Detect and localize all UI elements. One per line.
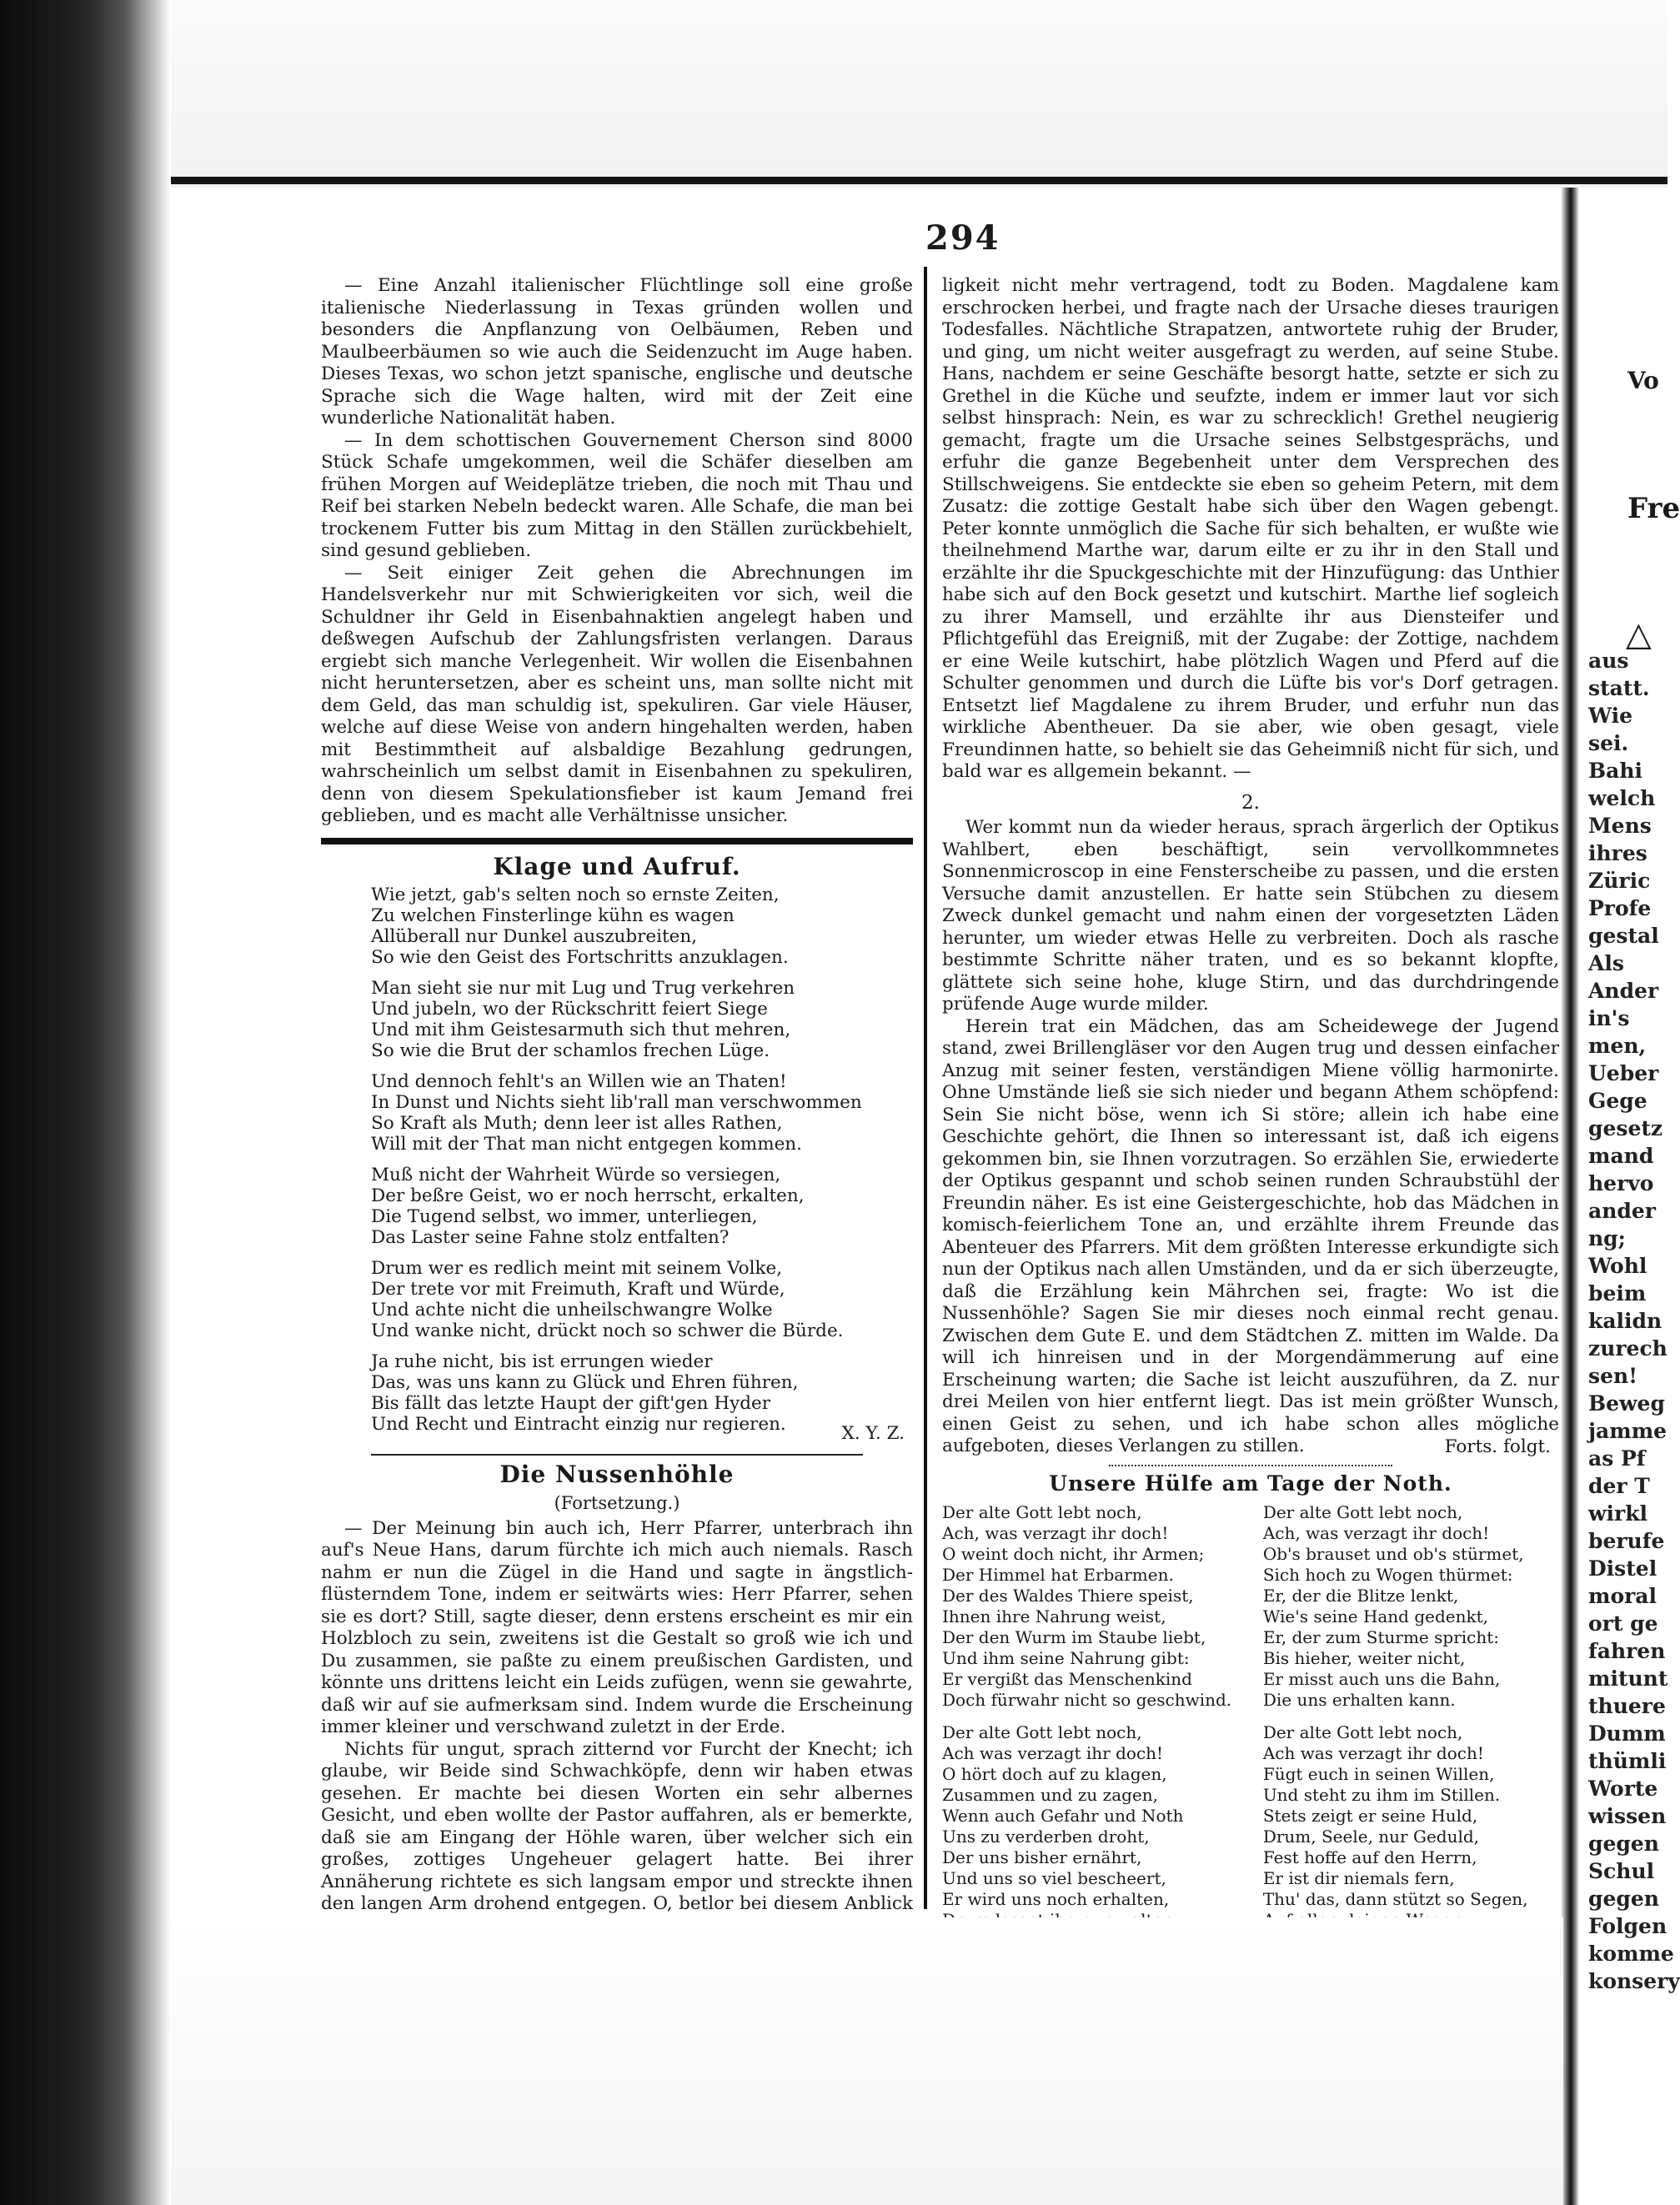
poem-column-left [942, 1502, 1238, 1955]
book-spine-shadow [0, 0, 171, 2205]
poem-line: Er wird uns noch erhalten, [942, 1888, 1170, 1909]
next-page-fragment: sen! [1588, 1364, 1638, 1388]
story-subtitle: (Fortsetzung.) [554, 1493, 680, 1513]
next-page-fragment: berufe [1588, 1529, 1665, 1553]
next-page-fragment: Profe [1588, 896, 1652, 920]
poem-line: Der uns bisher ernährt, [942, 1847, 1142, 1867]
column-divider [924, 267, 927, 1909]
page-top-border [171, 177, 1667, 184]
poem-signature: X. Y. Z. [841, 1423, 905, 1444]
page-gutter [1561, 188, 1579, 2205]
story-paragraph: — Der Meinung bin auch ich, Herr Pfarrer, unterbrach ihn auf's Neue Hans, darum fürchte ich mich auch niemals. Rasch nahm er nun die Zügel in die Hand und sagte in ängstlich-flüsterndem Tone, indem er seitwärts wies: Herr Pfarrer, sehen sie es dort? Still, sagte dieser, denn erstens erscheint es mir ein Holzbloch zu sein, zweitens ist die Gestalt so groß wie ich und Du zusammen, sie paßte zu einem preußischen Gardisten, und könnte uns drittens leicht ein Leids zufügen, wenn sie gewahrte, daß wir auf sie aufmerksam sind. Indem wurde die Erscheinung immer kleiner und verschwand zuletzt in der Erde. [321, 1517, 913, 1737]
section-rule [321, 838, 913, 844]
poem-line: Und wanke nicht, drückt noch so schwer die Bürde. [371, 1320, 844, 1341]
poem-line: Und jubeln, wo der Rückschritt feiert Siege [371, 999, 768, 1020]
poem-klage [371, 885, 913, 1435]
poem-line: Drum, Seele, nur Geduld, [1262, 1826, 1480, 1847]
next-page-fragment: konsery [1588, 1969, 1680, 1993]
news-paragraph: — In dem schottischen Gouvernement Cherson sind 8000 Stück Schafe umgekommen, weil die Schäfer dieselben am frühen Morgen auf Weideplätze trieben, die noch mit Thau und Reif bei starken Nebeln bedeckt waren. Alle Schafe, die man bei trockenem Futter bis zum Mittag in den Ställen zurückbehielt, sind gesund geblieben. [321, 429, 913, 561]
triangle-icon: △ [1626, 615, 1652, 654]
next-page-fragment: mitunt [1588, 1666, 1668, 1691]
next-page-fragment: men, [1588, 1034, 1647, 1058]
poem-line: Der trete vor mit Freimuth, Kraft und Würde, [371, 1279, 785, 1300]
poem-line: Ihnen ihre Nahrung weist, [942, 1606, 1166, 1626]
poem-line: Er ist dir niemals fern, [1262, 1867, 1455, 1888]
poem-line: Die Tugend selbst, wo immer, unterliegen, [371, 1206, 758, 1227]
next-page-fragment: fahren [1588, 1639, 1666, 1663]
next-page-fragment: Ander [1588, 979, 1659, 1003]
poem-line: Der alte Gott lebt noch, [1262, 1721, 1463, 1742]
poem-line: Bis hieher, weiter nicht, [1262, 1647, 1466, 1668]
poem-line: Ob's brauset und ob's stürmet, [1262, 1543, 1524, 1564]
next-page-fragment: der T [1588, 1474, 1650, 1498]
poem-stanza [371, 978, 913, 1061]
scan-margin-bottom [171, 1917, 1563, 2205]
poem-line: O weint doch nicht, ihr Armen; [942, 1543, 1205, 1564]
poem-stanza [371, 1258, 913, 1341]
next-page-fragment: Gege [1588, 1089, 1647, 1113]
poem-line: Er, der zum Sturme spricht: [1262, 1626, 1500, 1647]
next-page-title-fragment: Fre [1627, 492, 1680, 525]
poem-line: Das Laster seine Fahne stolz entfalten? [371, 1227, 730, 1248]
continuation-note: Forts. folgt. [1444, 1436, 1551, 1457]
next-page-fragment: jamme [1588, 1419, 1667, 1443]
next-page-fragment: Bahi [1588, 759, 1643, 783]
poem-line: Man sieht sie nur mit Lug und Trug verkehren [371, 978, 795, 999]
section-rule [1109, 1465, 1392, 1466]
story-continuation: ligkeit nicht mehr vertragend, todt zu Boden. Magdalene kam erschrocken herbei, und fragte nach der Ursache dieses traurigen Todesfalles. Nächtliche Strapatzen, antwortete ruhig der Bruder, und ging, um nicht weiter ausgefragt zu werden, auf seine Stube. Hans, nachdem er seine Geschäfte besorgt hatte, setzte er sich zu Grethel in die Küche und seufzte, indem er immer laut vor sich selbst hinsprach: Nein, es war zu schrecklich! Grethel neugierig gemacht, fragte um die Ursache seines Selbstgesprächs, und erfuhr die ganze Begebenheit unter dem Versprechen des Stillschweigens. Sie entdeckte sie eben so geheim Petern, mit dem Zusatz: die zottige Gestalt habe sich über den Wagen gebengt. Peter konnte unmöglich die Sache für sich behalten, er wußte wie theilnehmend Marthe war, darum eilte er zu ihr in den Stall und erzählte ihr die Spuckgeschichte mit der Hinzufügung: das Unthier habe sich auf den Bock gesetzt und kutschirt. Marthe lief sogleich zu ihrer Mamsell, und erzählte ihr aus Diensteifer und Pflichtgefühl das Ereigniß, mit der Zugabe: der Zottige, nachdem er eine Weile kutschirt, habe plötzlich Wagen und Pferd auf die Schulter genommen und durch die Lüfte bis vor's Dorf getragen. Entsetzt lief Magdalene zu ihrem Bruder, und erfuhr nun das wirkliche Abentheuer. Da sie aber, wie oben gesagt, viele Freundinnen hatte, so behielt sie das Geheimniß nicht für sich, und bald war es allgemein bekannt. — [942, 275, 1559, 782]
poem-line: Und steht zu ihm im Stillen. [1262, 1784, 1501, 1805]
poem-stanza [371, 1165, 913, 1248]
poem-line: Wenn auch Gefahr und Noth [942, 1805, 1184, 1826]
poem-line: Der beßre Geist, wo er noch herrscht, erkalten, [371, 1185, 805, 1206]
poem-line: Wie jetzt, gab's selten noch so ernste Zeiten, [371, 885, 780, 905]
scan-margin-top [0, 0, 1667, 188]
next-page-header-fragment: Vo [1627, 367, 1659, 394]
next-page-fragment: mand [1588, 1144, 1654, 1168]
poem-line: Muß nicht der Wahrheit Würde so versiegen, [371, 1165, 781, 1185]
poem-line: Und ihm seine Nahrung gibt: [942, 1647, 1190, 1668]
poem-line: Und dennoch fehlt's an Willen wie an Thaten! [371, 1071, 787, 1092]
next-page-fragment: Mens [1588, 814, 1652, 838]
poem-line: Doch fürwahr nicht so geschwind. [942, 1689, 1232, 1710]
poem-line: Der alte Gott lebt noch, [942, 1721, 1142, 1742]
section-number: 2. [1241, 791, 1260, 814]
next-page-fragment: ng; [1588, 1226, 1626, 1250]
next-page-fragment: Wohl [1588, 1254, 1647, 1278]
next-page-fragment: gegen [1588, 1832, 1659, 1856]
poem-line: Sich hoch zu Wogen thürmet: [1262, 1564, 1513, 1585]
story-paragraph: Wer kommt nun da wieder heraus, sprach ärgerlich der Optikus Wahlbert, eben beschäftigt, sein vervollkommnetes Sonnenmicroscop in eine Fensterscheibe zu passen, und die ersten Versuche damit anzustellen. Er hatte sein Stübchen zu diesem Zweck dunkel gemacht und nahm einen der vorgesetzten Läden herunter, um wieder etwas Helle zu verbreiten. Doch als rasche bestimmte Schritte näher traten, und es so bekannt klopfte, glättete sich seine hohe, kluge Stirn, und das durchdringende prüfende Auge wurde milder. [942, 817, 1559, 1015]
poem-line: Ja ruhe nicht, bis ist errungen wieder [371, 1351, 713, 1372]
poem-line: Zu welchen Finsterlinge kühn es wagen [371, 905, 735, 926]
poem-stanza [1263, 1722, 1559, 1931]
poem-stanza [942, 1502, 1238, 1711]
poem-stanza [371, 1071, 913, 1155]
next-page-fragment: Worte [1588, 1777, 1658, 1801]
poem-stanza [942, 1722, 1238, 1931]
next-page-fragment: zurech [1588, 1336, 1667, 1361]
poem-line: Der alte Gott lebt noch, [1262, 1501, 1463, 1522]
next-page-fragment: ort ge [1588, 1611, 1658, 1636]
poem-line: Er misst auch uns die Bahn, [1262, 1668, 1501, 1689]
next-page-fragment: statt. [1588, 676, 1650, 700]
poem-line: Der den Wurm im Staube liebt, [942, 1626, 1206, 1647]
next-page-fragment: welch [1588, 786, 1656, 810]
poem-line: Stets zeigt er seine Huld, [1262, 1805, 1478, 1826]
poem-stanza [371, 885, 913, 968]
next-page-fragment: ander [1588, 1199, 1656, 1223]
poem-huelfe [942, 1502, 1559, 1955]
next-page-fragment: gestal [1588, 924, 1659, 948]
poem-line: Ach, was verzagt ihr doch! [942, 1522, 1169, 1543]
poem-line: Allüberall nur Dunkel auszubreiten, [371, 926, 698, 947]
poem-line: Drum wer es redlich meint mit seinem Volke, [371, 1258, 783, 1279]
poem-line: Fügt euch in seinen Willen, [1262, 1763, 1495, 1784]
next-page-fragment: Folgen [1588, 1914, 1667, 1938]
news-paragraph: — Seit einiger Zeit gehen die Abrechnungen im Handelsverkehr nur mit Schwierigkeiten vor sich, weil die Schuldner ihr Geld in Eisenbahnaktien angelegt haben und deßwegen Aufschub der Zahlungsfristen verlangen. Daraus ergiebt sich manche Verlegenheit. Wir wollen die Eisenbahnen nicht heruntersetzen, aber es scheint uns, man sollte nicht mit dem Geld, das man schuldig ist, spekuliren. Gar viele Häuser, welche auf diese Weise von andern hingehalten werden, haben mit Bestimmtheit auf alsbaldige Bezahlung gedrungen, wahrscheinlich um selbst damit in Eisenbahnen zu spekuliren, denn von diesem Spekulationsfieber ist kaum Jemand frei geblieben, und es macht alle Verhältnisse unsicher. [321, 562, 913, 826]
next-page-fragment: moral [1588, 1584, 1657, 1608]
poem-line: Uns zu verderben droht, [942, 1826, 1150, 1847]
next-page-fragment: in's [1588, 1006, 1630, 1030]
next-page-fragment: hervo [1588, 1171, 1654, 1195]
next-page-fragment: gegen [1588, 1887, 1659, 1911]
next-page-fragment: wissen [1588, 1804, 1667, 1828]
next-page-fragment: kalidn [1588, 1309, 1662, 1333]
left-column [321, 275, 913, 2181]
next-page-fragment: thuere [1588, 1694, 1666, 1718]
poem-line: So wie den Geist des Fortschritts anzuklagen. [371, 947, 789, 968]
poem-line: Bis fällt das letzte Haupt der gift'gen Hyder [371, 1393, 770, 1414]
poem-line: Ach, was verzagt ihr doch! [1262, 1522, 1490, 1543]
poem-line: Wie's seine Hand gedenkt, [1262, 1606, 1489, 1626]
next-page-fragment: Schul [1588, 1859, 1655, 1883]
next-page-fragment: beim [1588, 1281, 1647, 1305]
poem-line: Und achte nicht die unheilschwangre Wolke [371, 1300, 773, 1320]
story-paragraph: Nichts für ungut, sprach zitternd vor Furcht der Knecht; ich glaube, wir Beide sind Schwachköpfe, denn wir haben etwas gesehen. Er machte bei diesen Worten ein sehr albernes Gesicht, und eben wollte der Pastor auffahren, als er bemerkte, daß sie am Eingang der Höhle waren, über welcher sich ein großes, zottiges Ungeheuer gelagert hatte. Bei ihrer Annäherung richtete es sich langsam empor und streckte ihnen den langen Arm drohend entgegen. O, betlor bei diesem Anblick [321, 1738, 913, 1914]
next-page-fragment: Als [1588, 951, 1624, 975]
poem-title: Klage und Aufruf. [493, 852, 741, 880]
poem-line: Und uns so viel bescheert, [942, 1867, 1166, 1888]
poem-line: Zusammen und zu zagen, [942, 1784, 1159, 1805]
right-column [942, 275, 1559, 2116]
poem-title: Unsere Hülfe am Tage der Noth. [1049, 1471, 1452, 1496]
next-page-fragment: as Pf [1588, 1446, 1646, 1471]
poem-line: Und Recht und Eintracht einzig nur regieren. [371, 1414, 786, 1435]
poem-line: Er, der die Blitze lenkt, [1262, 1585, 1459, 1606]
poem-line: Ach was verzagt ihr doch! [1262, 1742, 1484, 1763]
next-page-fragment: aus [1588, 649, 1629, 673]
next-page-fragment: wirkl [1588, 1501, 1648, 1526]
story-paragraph: Herein trat ein Mädchen, das am Scheidewege der Jugend stand, zwei Brillengläser vor den Augen trug und dessen einfacher Anzug mit seiner festen, verständigen Miene völlig harmonirte. Ohne Umstände ließ sie sich nieder und begann Athem schöpfend: Sein Sie nicht böse, wenn ich Si störe; allein ich habe eine Geschichte gehört, die Ihnen so interessant ist, daß ich eigens gekommen bin, sie Ihnen vorzutragen. So erzählen Sie, erwiederte der Optikus gespannt und schob seinen runden Schraubstühl der Freundin näher. Es ist eine Geistergeschichte, hob das Mädchen in komisch-feierlichem Tone an, und erzählte ihrem Freunde das Abenteuer des Pfarrers. Mit dem größten Interesse erkundigte sich nun der Optikus nach allen Umständen, und da er sich überzeugte, daß die Erzählung kein Mährchen sei, fragte: Wo ist die Nussenhöhle? Sagen Sie mir dieses noch einmal recht genau. Zwischen dem Gute E. und dem Städtchen Z. mitten im Walde. Da will ich hinreisen und in der Morgendämmerung auf eine Erscheinung warten; die Sache ist leicht auszuführen, da Z. nur drei Meilen von hier entfernt liegt. Das ist mein größter Wunsch, einen Geist zu sehen, und ich habe schon alles mögliche aufgeboten, dieses Verlangen zu stillen. [942, 1015, 1559, 1456]
next-page-fragment: gesetz [1588, 1116, 1663, 1140]
section-rule [371, 1454, 863, 1456]
poem-line: Der alte Gott lebt noch, [942, 1501, 1142, 1522]
next-page-fragment: thümli [1588, 1749, 1667, 1773]
poem-line: Der Himmel hat Erbarmen. [942, 1564, 1174, 1585]
poem-line: So Kraft als Muth; denn leer ist alles Rathen, [371, 1113, 783, 1134]
page-number: 294 [925, 218, 1000, 258]
next-page-fragment: Züric [1588, 869, 1651, 893]
poem-line: Er vergißt das Menschenkind [942, 1668, 1192, 1689]
next-page-fragment: Wie [1588, 704, 1633, 728]
poem-line: O hört doch auf zu klagen, [942, 1763, 1167, 1784]
poem-line: So wie die Brut der schamlos frechen Lüge. [371, 1040, 770, 1061]
poem-line: Das, was uns kann zu Glück und Ehren führen, [371, 1372, 799, 1393]
next-page-fragment: Dumm [1588, 1721, 1666, 1746]
next-page-fragment: Beweg [1588, 1391, 1665, 1416]
poem-line: Thu' das, dann stützt so Segen, [1262, 1888, 1528, 1909]
poem-line: Und mit ihm Geistesarmuth sich thut mehren, [371, 1020, 791, 1040]
next-page-fragment: ihres [1588, 841, 1647, 865]
next-page-fragment: Ueber [1588, 1061, 1659, 1085]
story-title: Die Nussenhöhle [499, 1460, 735, 1488]
next-page-fragment: sei. [1588, 731, 1629, 755]
poem-line: Der des Waldes Thiere speist, [942, 1585, 1194, 1606]
next-page-fragment: komme [1588, 1942, 1674, 1966]
poem-stanza [371, 1351, 913, 1435]
poem-line: Will mit der That man nicht entgegen kommen. [371, 1134, 802, 1155]
poem-stanza [1263, 1502, 1559, 1711]
poem-line: Ach was verzagt ihr doch! [942, 1742, 1164, 1763]
poem-column-right [1263, 1502, 1559, 1955]
poem-line: In Dunst und Nichts sieht lib'rall man verschwommen [371, 1092, 862, 1113]
next-page-fragment: Distel [1588, 1556, 1657, 1581]
news-paragraph: — Eine Anzahl italienischer Flüchtlinge soll eine große italienische Niederlassung in Texas gründen wollen und besonders die Anpflanzung von Oelbäumen, Reben und Maulbeerbäumen so wie auch die Seidenzucht im Auge haben. Dieses Texas, wo schon jetzt spanische, englische und deutsche Sprache sich die Wage halten, wird mit der Zeit eine wunderliche Nationalität haben. [321, 275, 913, 428]
poem-line: Die uns erhalten kann. [1262, 1689, 1456, 1710]
poem-line: Fest hoffe auf den Herrn, [1262, 1847, 1477, 1867]
